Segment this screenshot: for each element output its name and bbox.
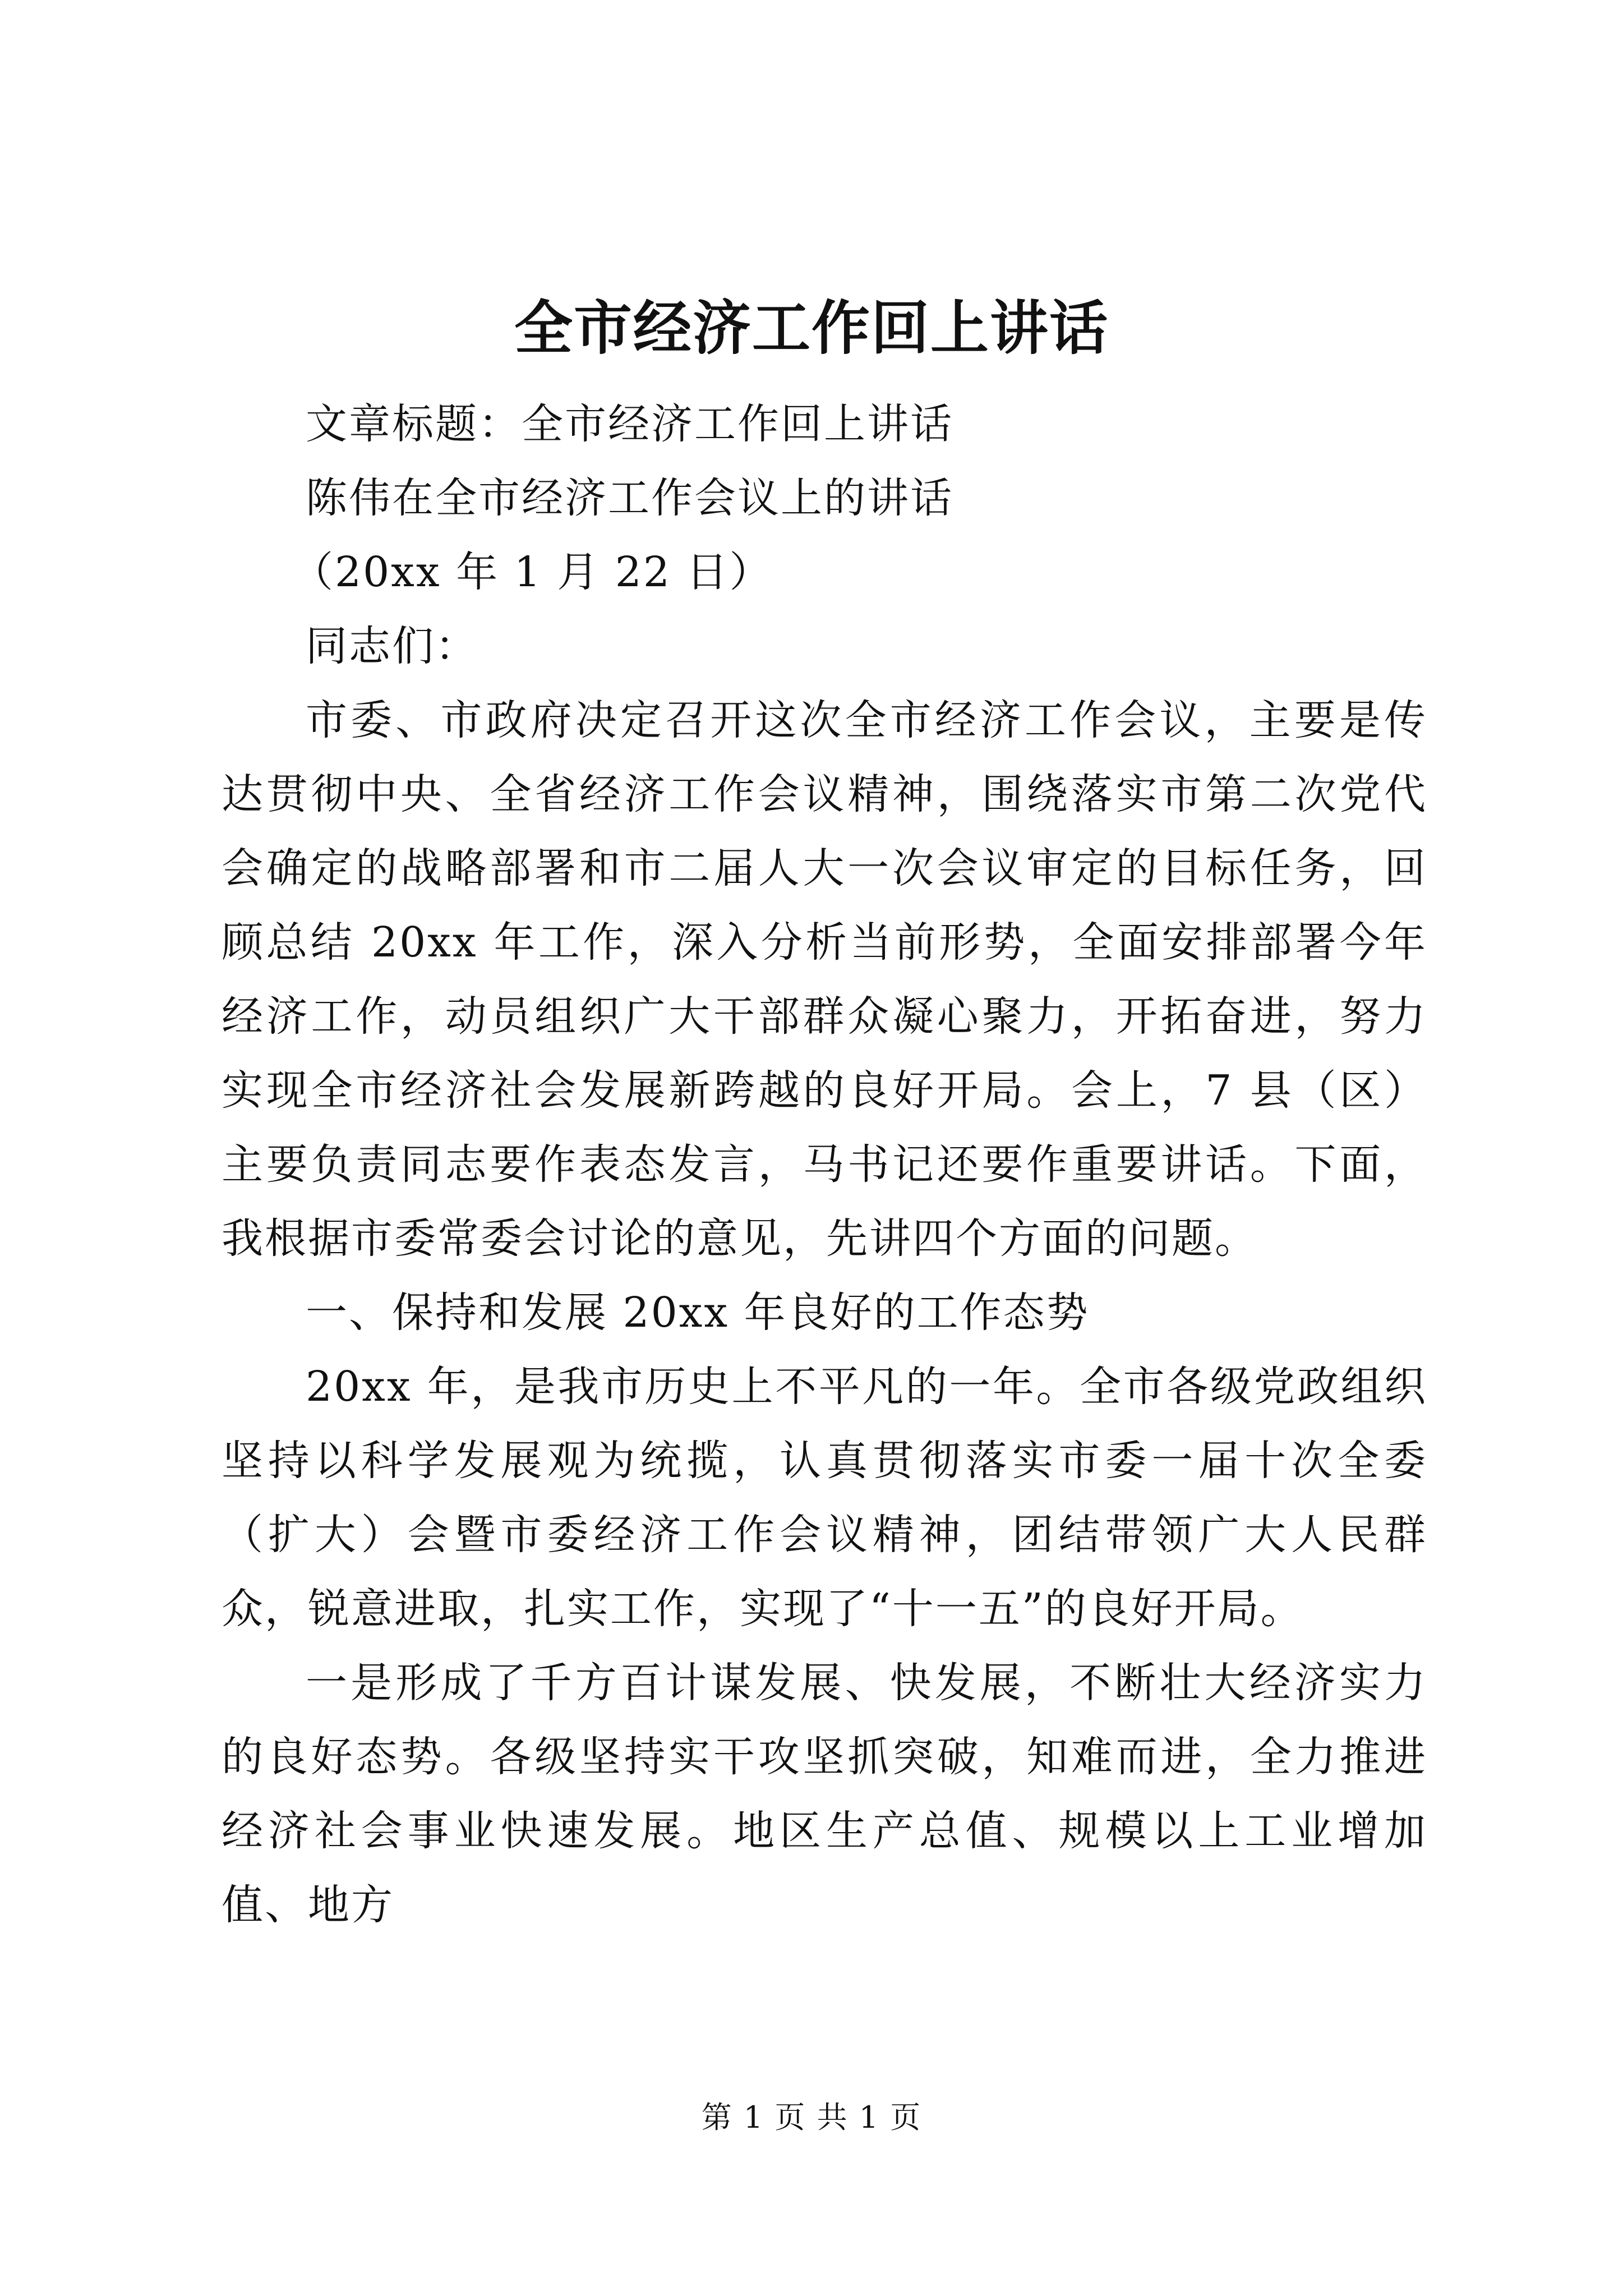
paragraph-intro: 市委、市政府决定召开这次全市经济工作会议，主要是传达贯彻中央、全省经济工作会议精神，围绕落实市第二次党代会确定的战略部署和市二届人大一次会议审定的目标任务，回顾总结 20xx 年工作，深入分析当前形势，全面安排部署今年经济工作，动员组织广大干部群众凝心聚力，开拓奋进，努力实现全市经济社会发展新跨越的良好开局。会上，7 县（区）主要负责同志要作表态发言，马书记还要作重要讲话。下面，我根据市委常委会讨论的意见，先讲四个方面的问题。	[222, 696, 1427, 1263]
speech-date: （20xx 年 1 月 22 日）	[292, 548, 773, 596]
speech-subtitle: 陈伟在全市经济工作会议上的讲话	[306, 474, 953, 522]
document-body	[222, 387, 1427, 1942]
section-heading-1: 一、保持和发展 20xx 年良好的工作态势	[306, 1289, 1090, 1337]
greeting: 同志们：	[306, 622, 478, 670]
paragraph-point-1: 一是形成了千方百计谋发展、快发展，不断壮大经济实力的良好态势。各级坚持实干攻坚抓突破，知难而进，全力推进经济社会事业快速发展。地区生产总值、规模以上工业增加值、地方	[222, 1659, 1427, 1929]
article-title-line: 文章标题：全市经济工作回上讲话	[306, 400, 953, 448]
paragraph-review: 20xx 年，是我市历史上不平凡的一年。全市各级党政组织坚持以科学发展观为统揽，认真贯彻落实市委一届十次全委（扩大）会暨市委经济工作会议精神，团结带领广大人民群众，锐意进取，扎实工作，实现了“十一五”的良好开局。	[222, 1363, 1427, 1633]
page-footer: 第 1 页 共 1 页	[701, 2100, 922, 2135]
document-title: 全市经济工作回上讲话	[514, 293, 1109, 362]
